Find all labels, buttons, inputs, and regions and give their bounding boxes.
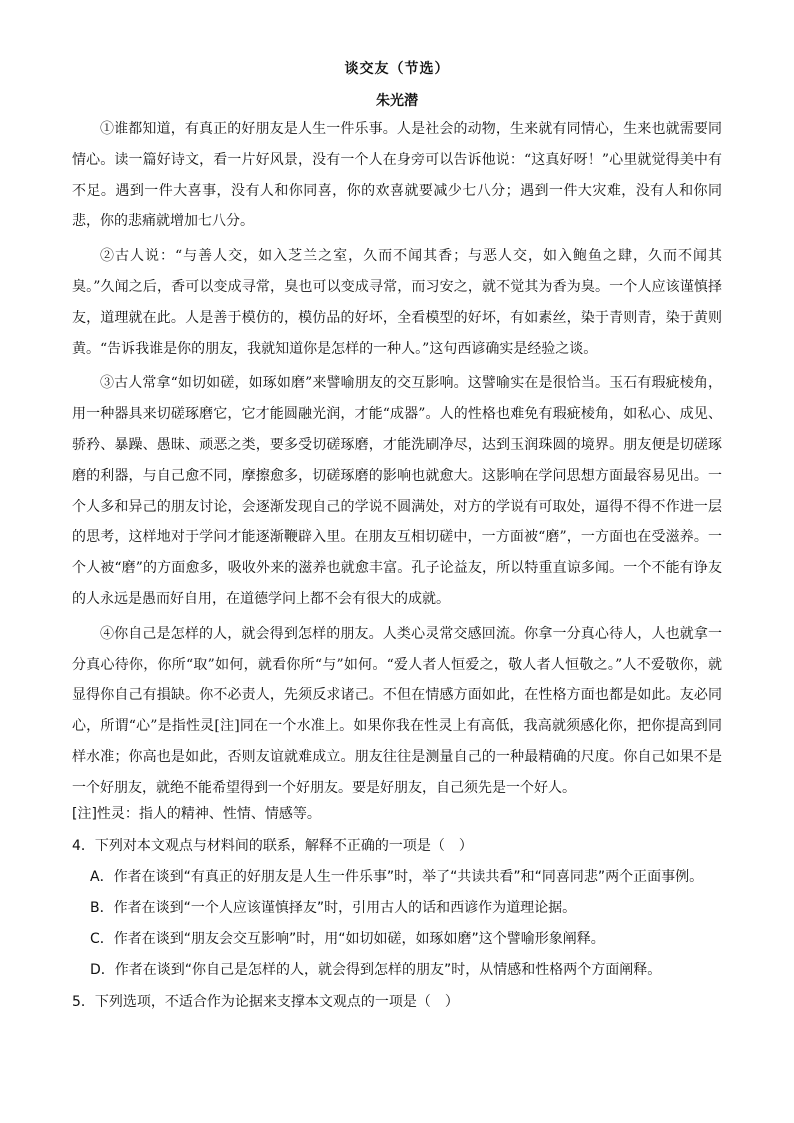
footnote: [注]性灵：指人的精神、性情、情感等。 — [72, 806, 321, 822]
article-title: 谈交友（节选） — [344, 61, 450, 77]
paragraph-1: ①谁都知道，有真正的好朋友是人生一件乐事。人是社会的动物，生来就有同情心，生来也就需要同情心。读一篇好诗文，看一片好风景，没有一个人在身旁可以告诉他说：“这真好呀！”心里就觉得美中有不足。遇到一件大喜事，没有人和你同喜，你的欢喜就要减少七八分；遇到一件大灾难，没有人和你同悲，你的悲痛就增加七八分。 — [72, 121, 722, 230]
question-4-option-d: D．作者在谈到“你自己是怎样的人，就会得到怎样的朋友”时，从情感和性格两个方面阐释。 — [90, 962, 662, 978]
article-author: 朱光潜 — [376, 93, 418, 109]
paragraph-4: ④你自己是怎样的人，就会得到怎样的朋友。人类心灵常交感回流。你拿一分真心待人，人也就拿一分真心待你，你所“取”如何，就看你所“与”如何。“爱人者人恒爱之，敬人者人恒敬之。”人不爱敬你，就显得你自己有損缺。你不必责人，先须反求诸己。不但在情感方面如此，在性格方面也都是如此。友必同心，所谓“心”是指性灵[注]同在一个水准上。如果你我在性灵上有高低，我高就须感化你，把你提高到同样水准；你高也是如此，否则友谊就难成立。朋友往往是测量自己的一种最精确的尺度。你自己如果不是一个好朋友，就绝不能希望得到一个好朋友。要是好朋友，自己须先是一个好人。 — [72, 625, 722, 796]
question-4-option-c: C．作者在谈到“朋友会交互影响”时，用“如切如磋，如琢如磨”这个譬喻形象阐释。 — [90, 931, 605, 947]
question-4-stem: 4．下列对本文观点与材料间的联系，解释不正确的一项是（ ） — [72, 838, 473, 854]
question-4-option-b: B．作者在谈到“一个人应该谨慎择友”时，引用古人的话和西谚作为道理论据。 — [90, 900, 577, 916]
article-body — [72, 114, 722, 808]
question-5-stem: 5．下列选项，不适合作为论据来支撑本文观点的一项是（ ） — [72, 994, 459, 1010]
paragraph-2: ②古人说：“与善人交，如入芝兰之室，久而不闻其香；与恶人交，如入鲍鱼之肆，久而不闻其臭。”久闻之后，香可以变成寻常，臭也可以变成寻常，而习安之，就不觉其为香为臭。一个人应该谨慎择友，道理就在此。人是善于模仿的，模仿品的好坏，全看模型的好坏，有如素丝，染于青则青，染于黄则黄。“告诉我谁是你的朋友，我就知道你是怎样的一种人。”这句西谚确实是经验之谈。 — [72, 248, 722, 357]
question-4-option-a: A．作者在谈到“有真正的好朋友是人生一件乐事”时，举了“共读共看”和“同喜同悲”两个正面事例。 — [90, 869, 704, 885]
paragraph-3: ③古人常拿“如切如磋，如琢如磨”来譬喻朋友的交互影响。这譬喻实在是很恰当。玉石有瑕疵棱角，用一种器具来切磋琢磨它，它才能圆融光润，才能“成器”。人的性格也难免有瑕疵棱角，如私心、成见、骄矜、暴躁、愚昧、顽恶之类，要多受切磋琢磨，才能洗刷净尽，达到玉润珠圆的境界。朋友便是切磋琢磨的利器，与自己愈不同，摩擦愈多，切磋琢磨的影响也就愈大。这影响在学问思想方面最容易见出。一个人多和异己的朋友讨论，会逐渐发现自己的学说不圆满处，对方的学说有可取处，逼得不得不作进一层的思考，这样地对于学问才能逐渐鞭辟入里。在朋友互相切磋中，一方面被“磨”，一方面也在受滋养。一个人被“磨”的方面愈多，吸收外来的滋养也就愈丰富。孔子论益友，所以特重直谅多闻。一个不能有诤友的人永远是愚而好自用，在道德学问上都不会有很大的成就。 — [72, 375, 722, 607]
